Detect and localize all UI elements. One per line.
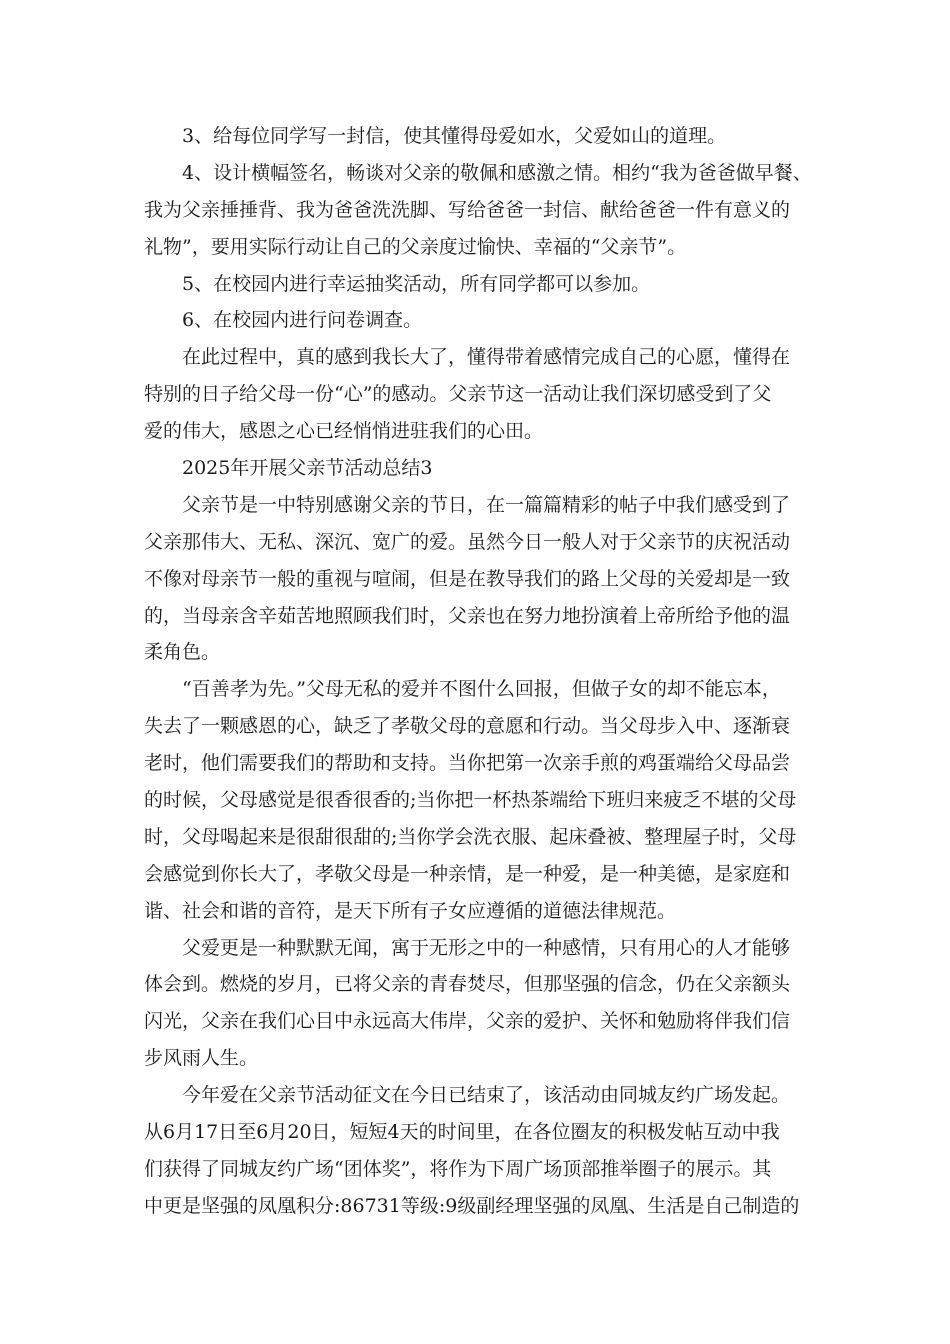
text-line: 柔角色。 <box>144 641 221 664</box>
text-line: 们获得了同城友约广场“团体奖”，将作为下周广场顶部推举圈子的展示。其 <box>144 1157 772 1180</box>
text-line: 步风雨人生。 <box>144 1047 259 1070</box>
text-line: 父爱更是一种默默无闻，寓于无形之中的一种感情，只有用心的人才能够 <box>182 936 791 959</box>
text-line: 父亲节是一中特别感谢父亲的节日，在一篇篇精彩的帖子中我们感受到了 <box>182 493 791 516</box>
text-line: 3、给每位同学写一封信，使其懂得母爱如水，父爱如山的道理。 <box>182 125 727 147</box>
text-line: 的，当母亲含辛茹苦地照顾我们时，父亲也在努力地扮演着上帝所给予他的温 <box>144 604 791 627</box>
text-line: 今年爱在父亲节活动征文在今日已结束了，该活动由同城友约广场发起。 <box>182 1084 791 1107</box>
text-line: “百善孝为先。”父母无私的爱并不图什么回报，但做子女的却不能忘本， <box>182 678 781 701</box>
text-line: 6、在校园内进行问卷调查。 <box>182 309 423 332</box>
text-line: 礼物”，要用实际行动让自己的父亲度过愉快、幸福的“父亲节”。 <box>144 235 687 258</box>
document-page <box>144 118 814 1225</box>
text-line: 爱的伟大，感恩之心已经悄悄进驻我们的心田。 <box>144 420 544 443</box>
text-line: 失去了一颗感恩的心，缺乏了孝敬父母的意愿和行动。当父母步入中、逐渐衰 <box>144 715 791 738</box>
text-line: 5、在校园内进行幸运抽奖活动，所有同学都可以参加。 <box>182 272 651 295</box>
text-line: 会感觉到你长大了，孝敬父母是一种亲情，是一种爱，是一种美德，是家庭和 <box>144 862 791 885</box>
text-line: 时，父母喝起来是很甜很甜的;当你学会洗衣服、起床叠被、整理屋子时，父母 <box>144 825 797 848</box>
text-line: 特别的日子给父母一份“心”的感动。父亲节这一活动让我们深切感受到了父 <box>144 383 772 406</box>
text-line: 2025年开展父亲节活动总结3 <box>182 457 433 480</box>
text-line: 从6月17日至6月20日，短短4天的时间里，在各位圈友的积极发帖互动中我 <box>144 1121 780 1144</box>
text-line: 体会到。燃烧的岁月，已将父亲的青春焚尽，但那坚强的信念，仍在父亲额头 <box>144 973 791 996</box>
text-line: 老时，他们需要我们的帮助和支持。当你把第一次亲手煎的鸡蛋端给父母品尝 <box>144 752 791 775</box>
text-line: 闪光，父亲在我们心目中永远高大伟岸，父亲的爱护、关怀和勉励将伴我们信 <box>144 1010 791 1033</box>
text-line: 4、设计横幅签名，畅谈对父亲的敬佩和感激之情。相约“我为爸爸做早餐、 <box>182 161 812 184</box>
text-line: 的时候，父母感觉是很香很香的;当你把一杯热茶端给下班归来疲乏不堪的父母 <box>144 789 797 812</box>
text-line: 在此过程中，真的感到我长大了，懂得带着感情完成自己的心愿，懂得在 <box>182 346 791 369</box>
text-line: 中更是坚强的凤凰积分:86731等级:9级副经理坚强的凤凰、生活是自己制造的 <box>144 1194 800 1217</box>
text-line: 不像对母亲节一般的重视与喧闹，但是在教导我们的路上父母的关爱却是一致 <box>144 567 791 590</box>
text-line: 谐、社会和谐的音符，是天下所有子女应遵循的道德法律规范。 <box>144 899 677 922</box>
text-line: 我为父亲捶捶背、我为爸爸洗洗脚、写给爸爸一封信、献给爸爸一件有意义的 <box>144 198 791 221</box>
text-line: 父亲那伟大、无私、深沉、宽广的爱。虽然今日一般人对于父亲节的庆祝活动 <box>144 530 791 553</box>
